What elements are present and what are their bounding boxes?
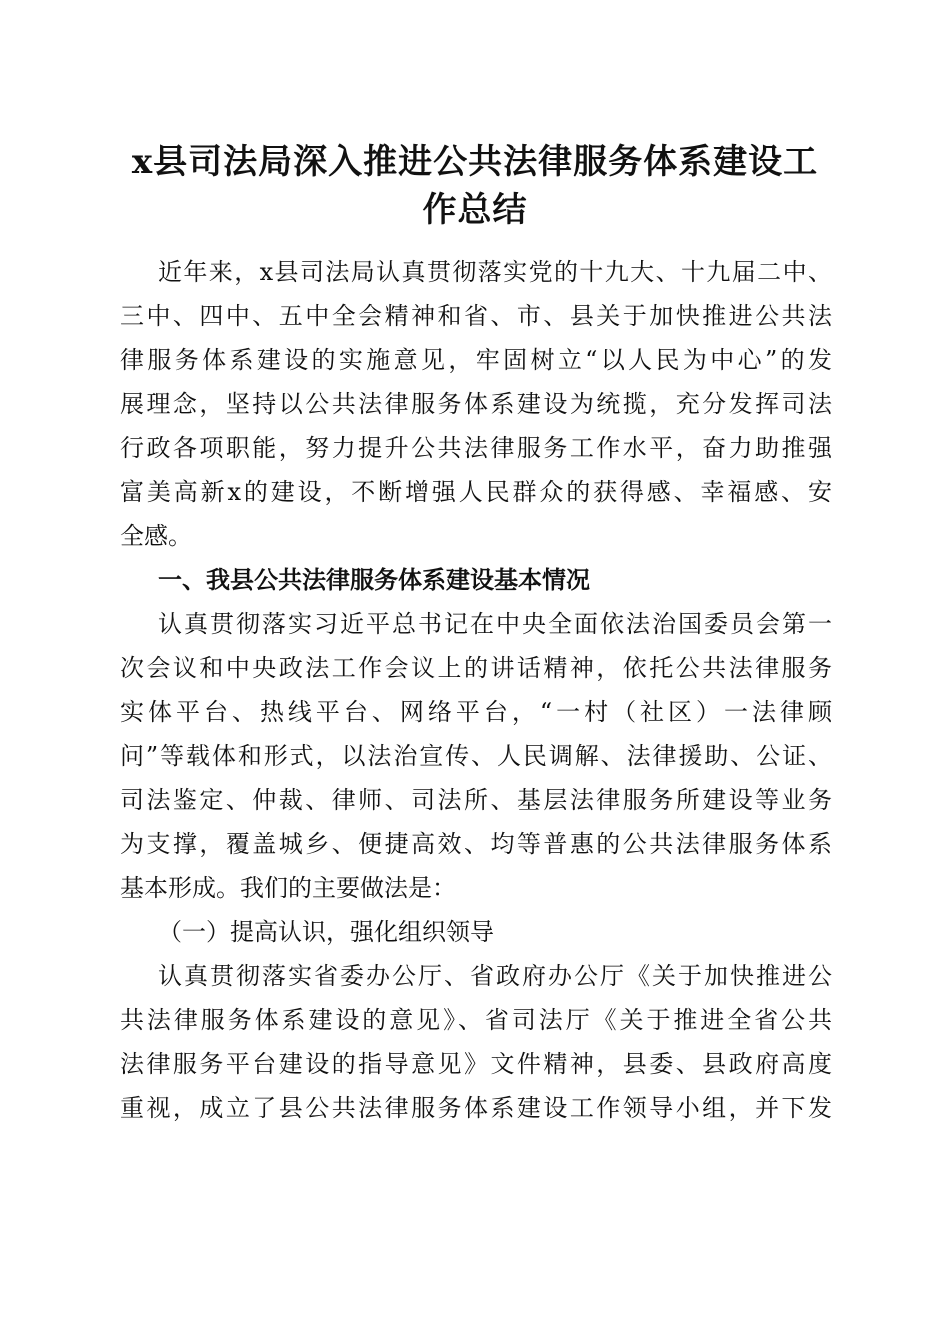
- text-line: 全感。: [120, 522, 192, 550]
- subsection-heading-1: （一）提高认识，强化组织领导: [158, 918, 494, 946]
- text-line: 次会议和中央政法工作会议上的讲话精神，依托公共法律服务: [120, 654, 832, 682]
- text-line: 法律服务平台建设的指导意见》文件精神，县委、县政府高度: [120, 1050, 832, 1078]
- section-1-paragraph: [120, 602, 832, 910]
- text-line: 为支撑，覆盖城乡、便捷高效、均等普惠的公共法律服务体系: [120, 830, 832, 858]
- intro-paragraph: [120, 250, 832, 558]
- text-line: 认真贯彻落实习近平总书记在中央全面依法治国委员会第一: [158, 610, 832, 638]
- text-line: 三中、四中、五中全会精神和省、市、县关于加快推进公共法: [120, 302, 832, 330]
- title-line-2: 作总结: [422, 190, 528, 230]
- document-body: [120, 250, 832, 1130]
- section-heading-1: 一、我县公共法律服务体系建设基本情况: [158, 566, 590, 594]
- title-line-1: x县司法局深入推进公共法律服务体系建设工: [131, 142, 819, 182]
- document-title: [110, 138, 840, 234]
- text-line: 实体平台、热线平台、网络平台，“一村（社区）一法律顾: [120, 698, 832, 726]
- text-line: 问”等载体和形式，以法治宣传、人民调解、法律援助、公证、: [120, 742, 832, 770]
- text-line: 重视，成立了县公共法律服务体系建设工作领导小组，并下发: [120, 1094, 832, 1122]
- text-line: 行政各项职能，努力提升公共法律服务工作水平，奋力助推强: [120, 434, 832, 462]
- text-line: 富美高新x的建设，不断增强人民群众的获得感、幸福感、安: [120, 478, 832, 506]
- text-line: 展理念，坚持以公共法律服务体系建设为统揽，充分发挥司法: [120, 390, 832, 418]
- text-line: 基本形成。我们的主要做法是：: [120, 874, 456, 902]
- text-line: 律服务体系建设的实施意见，牢固树立“以人民为中心”的发: [120, 346, 832, 374]
- text-line: 共法律服务体系建设的意见》、省司法厅《关于推进全省公共: [120, 1006, 832, 1034]
- text-line: 认真贯彻落实省委办公厅、省政府办公厅《关于加快推进公: [158, 962, 832, 990]
- text-line: 近年来，x县司法局认真贯彻落实党的十九大、十九届二中、: [158, 258, 832, 286]
- text-line: 司法鉴定、仲裁、律师、司法所、基层法律服务所建设等业务: [120, 786, 832, 814]
- subsection-1-paragraph: [120, 954, 832, 1130]
